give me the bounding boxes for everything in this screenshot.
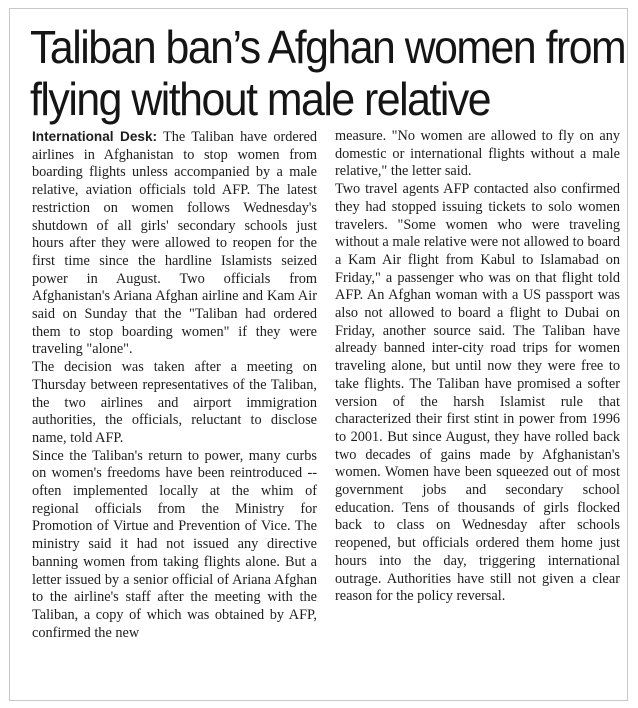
paragraph: Since the Taliban's return to power, many curbs on women's freedoms have been reintroduced -- often implemented locally at the whim of regional officials from the Ministry for Promotion of Virtue and Prevention of Vice. The ministry said it had not issued any directive banning women from taking flights alone. But a letter issued by a senior official of Ariana Afghan to the airline's staff after the meeting with the Taliban, a copy of which was obtained by AFP, confirmed the new <box>32 447 317 641</box>
article-body <box>32 128 620 642</box>
paragraph-text: The Taliban have ordered airlines in Afghanistan to stop women from boarding flights unless accompanied by a male relative, aviation officials told AFP. The latest restriction on women follows Wednesday's shutdown of all girls' secondary schools just hours after they were allowed to reopen for the first time since the hardline Islamists seized power in August. Two officials from Afghanistan's Ariana Afghan airline and Kam Air said on Sunday that the "Taliban had ordered them to stop boarding women" if they were traveling "alone". <box>32 129 317 358</box>
headline-line-2: flying without male relative <box>30 73 491 125</box>
column-left <box>32 128 317 642</box>
paragraph: Two travel agents AFP contacted also confirmed they had stopped issuing tickets to solo women travelers. "Some women who were traveling without a male relative were not allowed to board a Kam Air flight from Kabul to Islamabad on Friday," a passenger who was on that flight told AFP. An Afghan woman with a US passport was also not allowed to board a flight to Dubai on Friday, another source said. The Taliban have already banned inter-city road trips for women traveling alone, but until now they were free to take flights. The Taliban have promised a softer version of the harsh Islamist rule that characterized their first stint in power from 1996 to 2001. But since August, they have rolled back two decades of gains made by Afghanistan's women. Women have been squeezed out of most government jobs and secondary school education. Tens of thousands of girls flocked back to class on Wednesday after schools reopened, but officials ordered them home just hours into the day, triggering international outrage. Authorities have still not given a clear reason for the policy reversal. <box>335 181 620 605</box>
dateline: International Desk: <box>32 129 158 144</box>
news-clipping <box>9 8 628 701</box>
column-right <box>335 128 620 642</box>
headline <box>30 21 626 125</box>
paragraph: measure. "No women are allowed to fly on any domestic or international flights without a male relative," the letter said. <box>335 128 620 180</box>
headline-line-1: Taliban ban’s Afghan women from <box>30 21 626 73</box>
paragraph: The decision was taken after a meeting on Thursday between representatives of the Taliban, the two airlines and airport immigration authorities, the officials, reluctant to disclose name, told AFP. <box>32 359 317 446</box>
paragraph <box>32 128 317 359</box>
